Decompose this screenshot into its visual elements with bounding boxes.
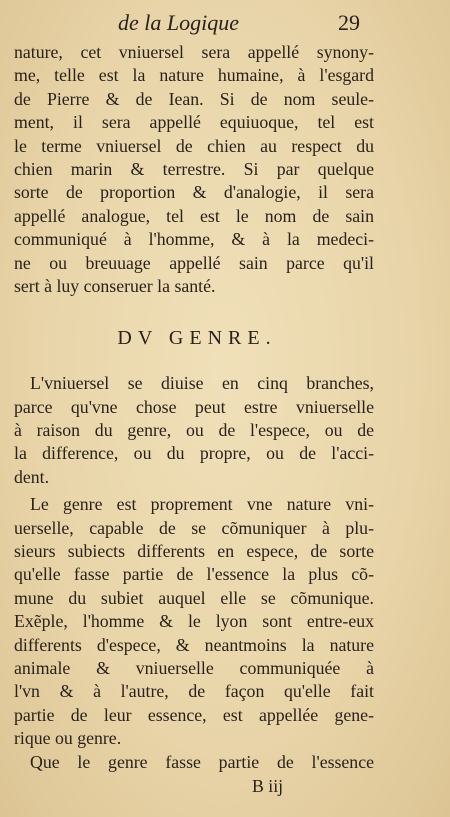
page-number: 29 <box>338 10 360 35</box>
text-line: Exẽple, l'homme & le lyon sont entre-eux <box>14 611 374 632</box>
text-line: sorte de proportion & d'analogie, il sera <box>14 182 374 203</box>
body-text <box>14 41 374 798</box>
text-line: differents d'espece, & neantmoins la nature <box>14 634 374 655</box>
text-line: animale & vniuerselle communiquée à <box>14 657 374 678</box>
text-line: ne ou breuuage appellé sain parce qu'il <box>14 252 374 273</box>
paragraph-3 <box>14 493 374 750</box>
running-head: de la Logique <box>118 10 239 35</box>
text-line: qu'elle fasse partie de l'essence la plus cõ- <box>14 564 374 585</box>
text-line: partie de leur essence, est appellée gene- <box>14 704 374 725</box>
text-line: ment, il sera appellé equiuoque, tel est <box>14 112 374 133</box>
catchline: Que le genre fasse partie de l'essence <box>30 751 374 772</box>
text-line: la difference, ou du propre, ou de l'acci- <box>14 443 374 464</box>
text-line: me, telle est la nature humaine, à l'esgard <box>14 65 374 86</box>
text-line: mune du subiet auquel elle se cõmunique. <box>14 587 374 608</box>
text-line: sieurs subiects differents en espece, de sorte <box>14 541 374 562</box>
text-line: communiqué à l'homme, & à la medeci- <box>14 229 374 250</box>
text-line: dent. <box>14 466 50 487</box>
text-line: L'vniuersel se diuise en cinq branches, <box>30 373 374 394</box>
text-line: à raison du genre, ou de l'espece, ou de <box>14 420 374 441</box>
text-line: appellé analogue, tel est le nom de sain <box>14 205 374 226</box>
section-title: DV GENRE. <box>117 327 277 350</box>
text-line: Le genre est proprement vne nature vni- <box>30 494 374 515</box>
text-line: nature, cet vniuersel sera appellé synony- <box>14 42 374 62</box>
signature-mark: B iij <box>252 775 284 796</box>
text-line: l'vn & à l'autre, de façon qu'elle fait <box>14 681 374 702</box>
text-line: le terme vniuersel de chien au respect du <box>14 135 374 156</box>
paragraph-1 <box>14 41 374 298</box>
page-header <box>0 8 450 38</box>
text-line: de Pierre & de Iean. Si de nom seule- <box>14 88 374 109</box>
text-line: rique ou genre. <box>14 728 122 749</box>
paragraph-2 <box>14 372 374 489</box>
text-line: chien marin & terrestre. Si par quelque <box>14 158 374 179</box>
text-line: sert à luy conseruer la santé. <box>14 275 216 296</box>
text-line: uerselle, capable de se cõmuniquer à plu- <box>14 517 374 538</box>
text-line: parce qu'vne chose peut estre vniuerselle <box>14 396 374 417</box>
